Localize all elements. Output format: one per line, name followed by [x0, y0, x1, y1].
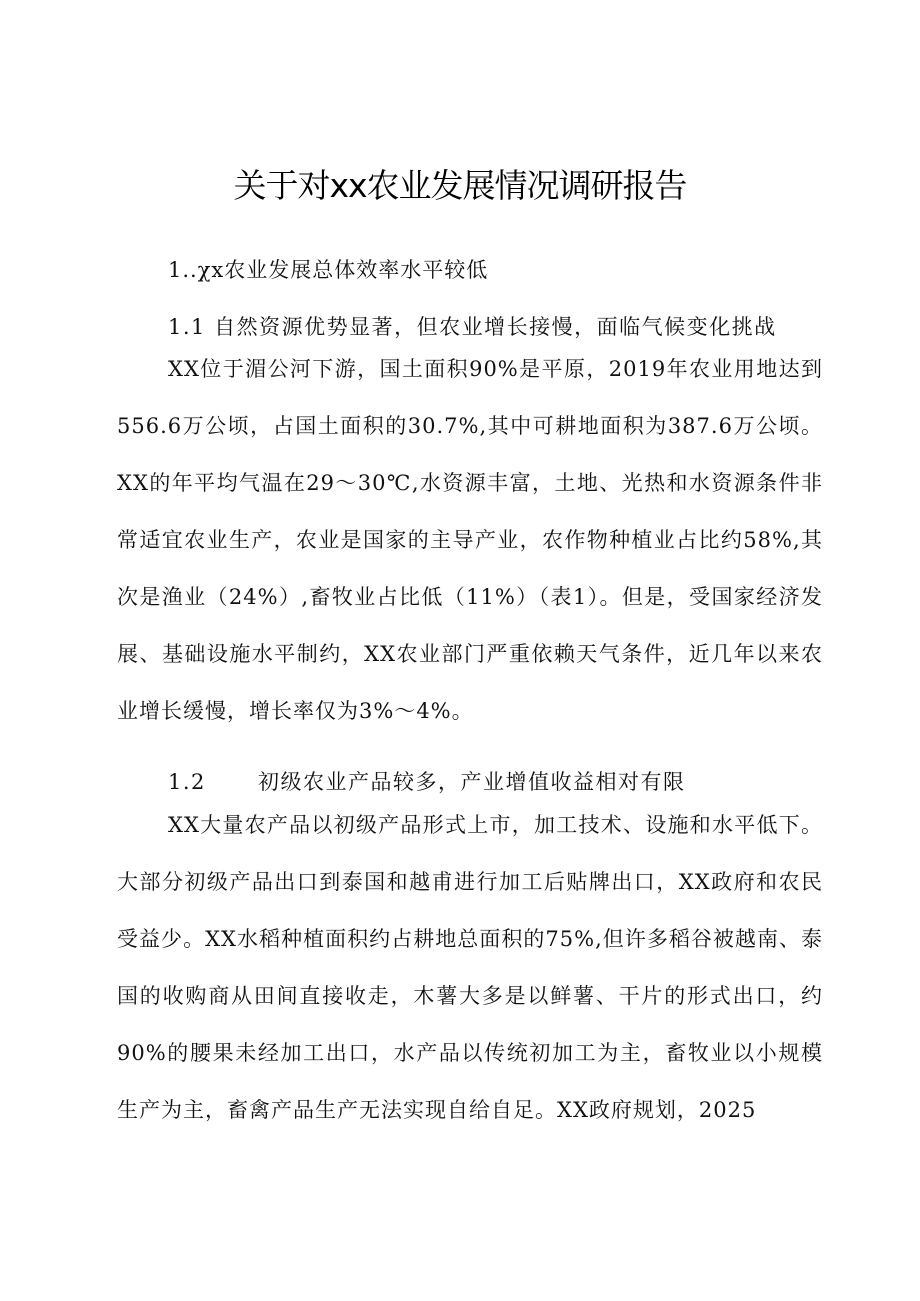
section-1-1-paragraph: XX位于湄公河下游，国土面积90%是平原，2019年农业用地达到556.6万公顷，占国土面积的30.7%,其中可耕地面积为387.6万公顷。XX的年平均气温在29〜30℃,水资源丰富，土地、光热和水资源条件非常适宜农业生产，农业是国家的主导产业，农作物种植业占比约58%,其次是渔业（24%）,畜牧业占比低（11%）（表1）。但是，受国家经济发展、基础设施水平制约，XX农业部门严重依赖天气条件，近几年以来农业增长缓慢，增长率仅为3%〜4%。	[117, 357, 823, 723]
document-title: 关于对xx农业发展情况调研报告	[233, 166, 687, 205]
section-1-2-number: 1.2	[168, 770, 206, 794]
section-1-heading: 1..χx农业发展总体效率水平较低	[168, 258, 489, 282]
section-1-2-paragraph: XX大量农产品以初级产品形式上市，加工技术、设施和水平低下。大部分初级产品出口到泰国和越甫进行加工后贴牌出口，XX政府和农民受益少。XX水稻种植面积约占耕地总面积的75%,但许多稻谷被越南、泰国的收购商从田间直接收走，木薯大多是以鲜薯、干片的形式出口，约90%的腰果未经加工出口，水产品以传统初加工为主，畜牧业以小规模生产为主，畜禽产品生产无法实现自给自足。XX政府规划，2025	[117, 813, 823, 1122]
section-1-1-heading: 1.1 自然资源优势显著，但农业增长接慢，面临气候变化挑战	[168, 315, 777, 339]
section-1-2-heading: 初级农业产品较多，产业增值收益相对有限	[258, 770, 686, 794]
section-1-2-heading-row	[168, 767, 686, 797]
